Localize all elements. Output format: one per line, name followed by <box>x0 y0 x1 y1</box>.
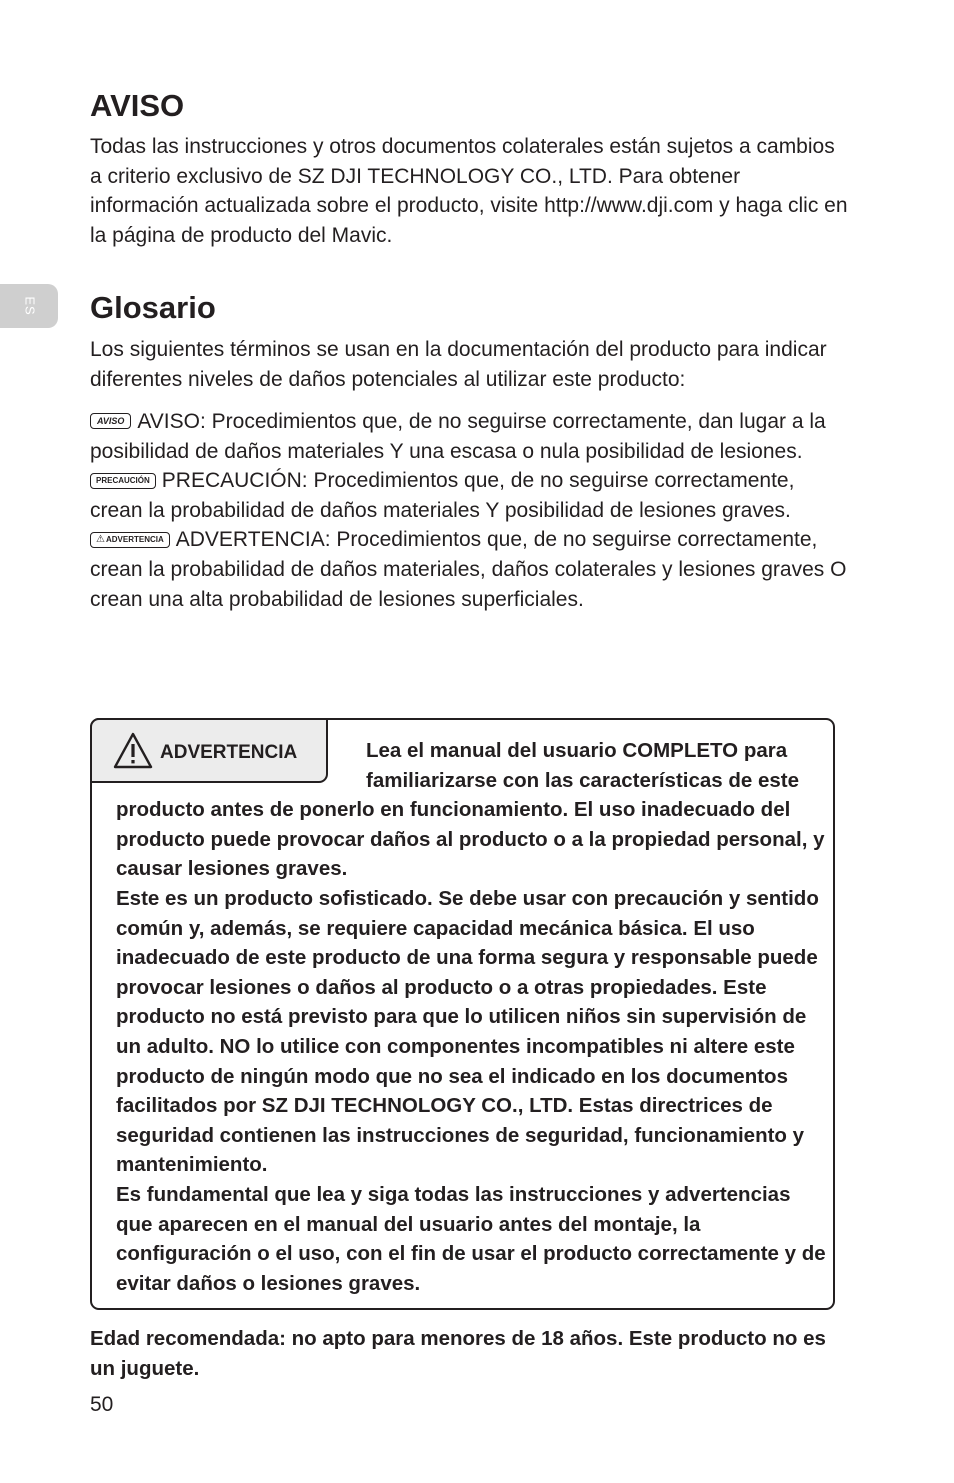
glossary-term-caution <box>90 466 850 525</box>
notice-tag-icon <box>90 413 131 429</box>
term-definition: Procedimientos que, de no seguirse correctamente, crean la probabilidad de daños materiales Y posibilidad de lesiones graves. <box>90 469 795 522</box>
warning-paragraph: Este es un producto sofisticado. Se debe usar con precaución y sentido común y, además, se requiere capacidad mecánica básica. El uso inadecuado de este producto de una forma segura y responsable puede provocar lesiones o daños al producto o a otras propiedades. Este producto no está previsto para que lo utilicen niños sin supervisión de un adulto. NO lo utilice con componentes incompatibles ni altere este producto de ningún modo que no sea el indicado en los documentos facilitados por SZ DJI TECHNOLOGY CO., LTD. Estas directrices de seguridad contienen las instrucciones de seguridad, funcionamiento y mantenimiento. <box>116 886 819 1177</box>
language-tab <box>0 284 58 328</box>
age-notice: Edad recomendada: no apto para menores de 18 años. Este producto no es un juguete. <box>90 1327 826 1380</box>
warning-label: ADVERTENCIA <box>160 742 298 763</box>
warning-box <box>90 718 835 1310</box>
warning-tag-label: ADVERTENCIA <box>105 535 164 545</box>
glossary-heading: Glosario <box>90 290 216 325</box>
term-label: AVISO: <box>137 410 206 433</box>
notice-heading: AVISO <box>90 88 185 123</box>
warning-triangle-icon: ⚠ <box>96 534 105 546</box>
glossary-terms <box>90 407 850 614</box>
term-label: PRECAUCIÓN: <box>161 469 308 493</box>
notice-body: Todas las instrucciones y otros documentos colaterales están sujetos a cambios a criterio exclusivo de SZ DJI TECHNOLOGY CO., LTD. Para obtener información actualizada sobre el producto, visite http://www.dji.com y haga clic en la página de producto del Mavic. <box>90 135 848 247</box>
term-label: ADVERTENCIA: <box>175 528 331 552</box>
warning-tab-spacer <box>116 736 366 794</box>
glossary-term-notice <box>90 407 850 466</box>
term-definition: Procedimientos que, de no seguirse correctamente, dan lugar a la posibilidad de daños materiales Y una escasa o nula posibilidad de lesiones. <box>90 410 826 463</box>
language-tab-label: ES <box>22 296 38 316</box>
warning-tag-icon <box>90 532 170 548</box>
warning-paragraph: Lea el manual del usuario COMPLETO para familiarizarse con las características de este producto antes de ponerlo en funcionamiento. El uso inadecuado del producto puede provocar daños al producto o a la propiedad personal, y causar lesiones graves. <box>116 739 825 881</box>
glossary-term-warning <box>90 525 850 614</box>
caution-tag-icon <box>90 473 156 489</box>
glossary-intro: Los siguientes términos se usan en la documentación del producto para indicar diferentes niveles de daños potenciales al utilizar este producto: <box>90 338 827 391</box>
warning-text <box>116 736 826 1298</box>
notice-tag-label: AVISO <box>97 416 125 426</box>
page-number: 50 <box>90 1393 114 1416</box>
warning-paragraph: Es fundamental que lea y siga todas las instrucciones y advertencias que aparecen en el manual del usuario antes del montaje, la configuración o el uso, con el fin de usar el producto correctamente y de evitar daños o lesiones graves. <box>116 1182 826 1295</box>
caution-tag-label: PRECAUCIÓN <box>96 476 150 486</box>
term-definition: Procedimientos que, de no seguirse correctamente, crean la probabilidad de daños materiales, daños colaterales y lesiones graves O crean una alta probabilidad de lesiones superficiales. <box>90 528 847 611</box>
